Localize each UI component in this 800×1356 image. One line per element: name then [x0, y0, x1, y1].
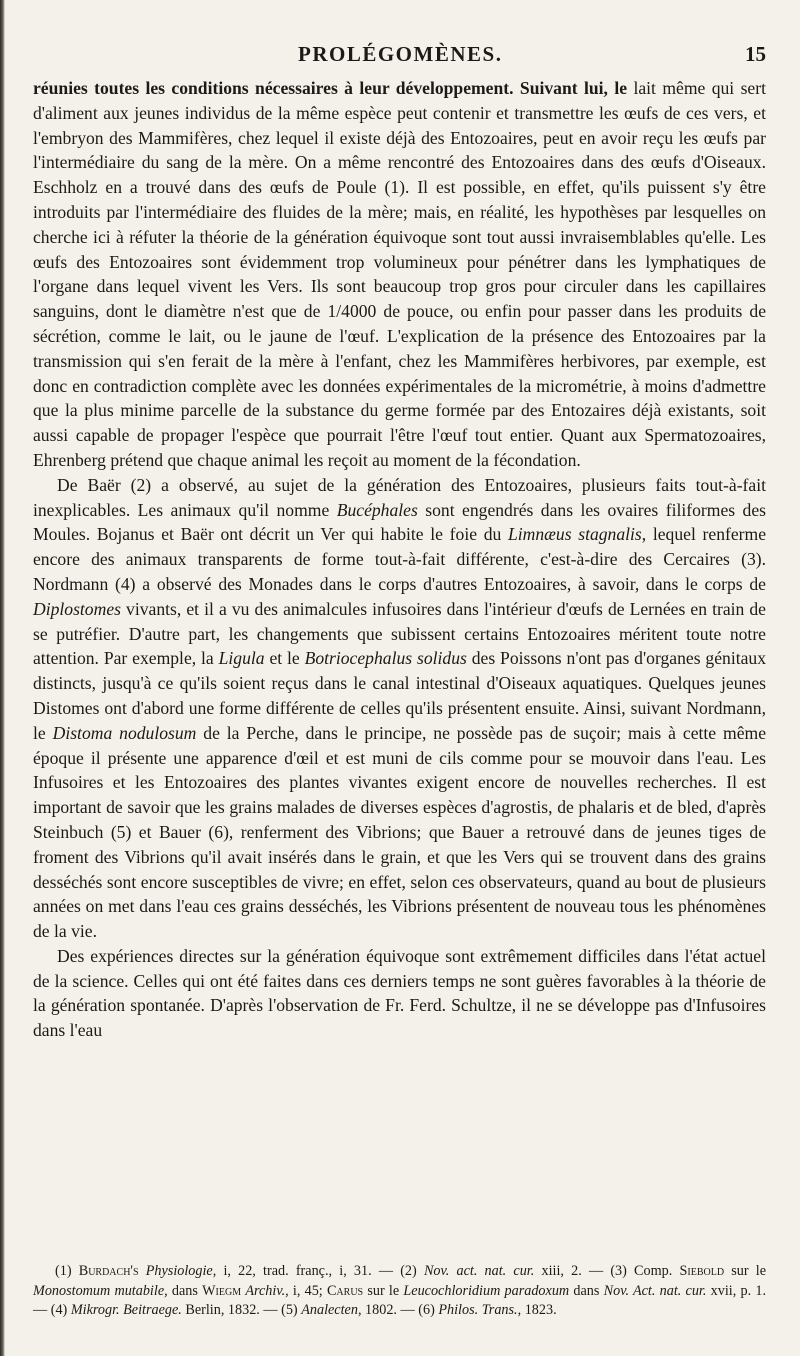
fn-text: , 1802. — (6): [357, 1302, 439, 1318]
running-title: PROLÉGOMÈNES.: [298, 42, 503, 66]
fn-text: , i, 22, trad. franç., i, 31. — (2): [212, 1263, 424, 1279]
page-gutter-shadow: [0, 0, 5, 1356]
paragraph-3: Des expériences directes sur la génération équivoque sont extrêmement difficiles dans l'état actuel de la science. Celles qui ont été faites dans ces derniers temps ne sont guères favorables à la théorie de la génération spontanée. D'après l'observation de Fr. Ferd. Schultze, il ne se développe pas d'Infusoires dans l'eau: [33, 945, 766, 1041]
fn-text: dans: [167, 1282, 203, 1299]
fn-title: Archiv.: [245, 1282, 286, 1299]
paragraph-2-text-g: de la Perche, dans le principe, ne possède pas de suçoir; mais à cette même époque il présente une apparence d'œil et est muni de cils comme pour se mouvoir dans l'eau. Les Infusoires et les Entozoaires des plantes vivantes exigent encore de nouvelles recherches. Il est important de savoir que les grains malades de diverses espèces d'agrostis, de phalaris et de bled, d'après Steinbuch (5) et Bauer (6), renferment des Vibrions; que Bauer a retrouvé dans de jeunes tiges de froment des Vibrions qu'il avait insérés dans le grain, et que les Vers qui se trouvent dans des grains desséchés sont encore susceptibles de vivre; en effet, selon ces observateurs, quand au bout de plusieurs années on met dans l'eau ces grains desséchés, les Vibrions présentent de nouveau tous les phénomènes de la vie.: [33, 722, 766, 942]
taxon-distoma: Distoma nodulosum: [52, 722, 197, 743]
fn-text: dans: [569, 1282, 604, 1299]
fn-text: (1): [55, 1263, 79, 1279]
fn-text: , 1823.: [517, 1302, 557, 1318]
fn-text: Berlin, 1832. — (5): [181, 1302, 302, 1318]
fn-title: Physiologie: [145, 1263, 213, 1279]
page-number: 15: [745, 42, 766, 66]
taxon-botriocephalus: Botriocephalus solidus: [304, 648, 467, 669]
paragraph-2-text-e: et le: [264, 648, 305, 669]
footnote-block: [33, 1262, 766, 1321]
page-header: [298, 42, 766, 72]
taxon-ligula: Ligula: [218, 648, 265, 669]
taxon-diplostomes: Diplostomes: [33, 598, 121, 619]
footnotes: [33, 1262, 766, 1321]
fn-text: sur le: [363, 1282, 404, 1299]
fn-author: Carus: [326, 1282, 364, 1299]
fn-text: xvii, p. 1. — (4): [33, 1282, 766, 1318]
paragraph-1-first-line: réunies toutes les conditions nécessaires à leur développement. Suivant lui, le: [33, 78, 628, 98]
fn-text: xiii, 2. — (3) Comp.: [534, 1263, 680, 1279]
fn-title: Nov. Act. nat. cur.: [603, 1282, 707, 1299]
fn-title: Analecten: [301, 1302, 358, 1318]
fn-text: sur le: [724, 1263, 766, 1279]
fn-title: Leucochloridium paradoxum: [403, 1282, 570, 1299]
paragraph-2: [33, 473, 766, 944]
paragraph-2-text-b: sont engendrés dans les ovaires filiformes des Moules. Bojanus et Baër ont décrit un Ver qui habite le foie du: [33, 499, 766, 545]
paragraph-2-text-a: De Baër (2) a observé, au sujet de la génération des Entozoaires, plusieurs faits tout-à-fait inexplicables. Les animaux qu'il nomme: [33, 474, 766, 520]
paragraph-1: [33, 76, 766, 473]
paragraph-1-text: lait même qui sert d'aliment aux jeunes individus de la même espèce peut contenir et transmettre les œufs de ces vers, et l'embryon des Mammifères, chez lequel il existe déjà des Entozoaires, peut en avoir reçu les œufs par l'intermédiaire du sang de la mère. On a même rencontré des Entozoaires dans des œufs d'Oiseaux. Eschholz en a trouvé dans des œufs de Poule (1). Il est possible, en effet, qu'ils puissent s'y être introduits par l'intermédiaire des fluides de la mère; mais, en réalité, les hypothèses par lesquelles on cherche ici à réfuter la théorie de la génération équivoque sont tout aussi invraisemblables qu'elle. Les œufs des Entozoaires sont évidemment trop volumineux pour pénétrer dans les lymphatiques de l'organe dans lequel vivent les Vers. Ils sont beaucoup trop gros pour circuler dans les capillaires sanguins, dont le diamètre n'est que de 1/4000 de pouce, ou enfin pour passer dans les produits de sécrétion, comme le lait, ou le jaune de l'œuf. L'explication de la présence des Entozoaires par la transmission qui s'en ferait de la mère à l'enfant, chez les Mammifères herbivores, par exemple, est donc en contradiction complète avec les données expérimentales de la micrométrie, à moins d'admettre que la plus minime parcelle de la substance du germe formée par des Entozaires déjà existants, soit aussi capable de propager l'espèce que pourrait l'être l'œuf tout entier. Quant aux Spermatozoaires, Ehrenberg prétend que chaque animal les reçoit au moment de la fécondation.: [33, 78, 766, 470]
fn-title: Mikrogr. Beitraege.: [70, 1302, 182, 1318]
fn-author: Burdach's: [78, 1263, 139, 1279]
paragraph-2-text-d: vivants, et il a vu des animalcules infusoires dans l'intérieur d'œufs de Lernées en train de se putréfier. D'autre part, les changements que subissent certains Entozoaires méritent toute notre attention. Par exemple, la: [33, 598, 766, 669]
fn-title: Nov. act. nat. cur.: [423, 1263, 535, 1279]
fn-title: Philos. Trans.: [438, 1302, 518, 1318]
fn-text: [139, 1263, 146, 1279]
taxon-limnaeus: Limnæus stagnalis: [507, 524, 642, 545]
fn-author: Wiegm: [202, 1282, 242, 1299]
body-text: [33, 76, 766, 1043]
taxon-bucephales: Bucéphales: [336, 499, 418, 520]
paragraph-2-text-f: des Poissons n'ont pas d'organes génitaux distincts, jusqu'à ce qu'ils soient reçus dans le canal intestinal d'Oiseaux aquatiques. Quelques jeunes Distomes ont d'abord une forme différente de celles qu'ils présentent ensuite. Ainsi, suivant Nordmann, le: [33, 648, 767, 743]
fn-title: Monostomum mutabile,: [33, 1282, 168, 1299]
fn-text: , i, 45;: [285, 1282, 327, 1299]
paragraph-2-text-c: , lequel renferme encore des animaux transparents de forme tout-à-fait différente, c'est-à-dire des Cercaires (3). Nordmann (4) a observé des Monades dans le corps d'autres Entozoaires, à savoir, dans le corps de: [33, 524, 767, 594]
fn-author: Siebold: [679, 1263, 725, 1279]
